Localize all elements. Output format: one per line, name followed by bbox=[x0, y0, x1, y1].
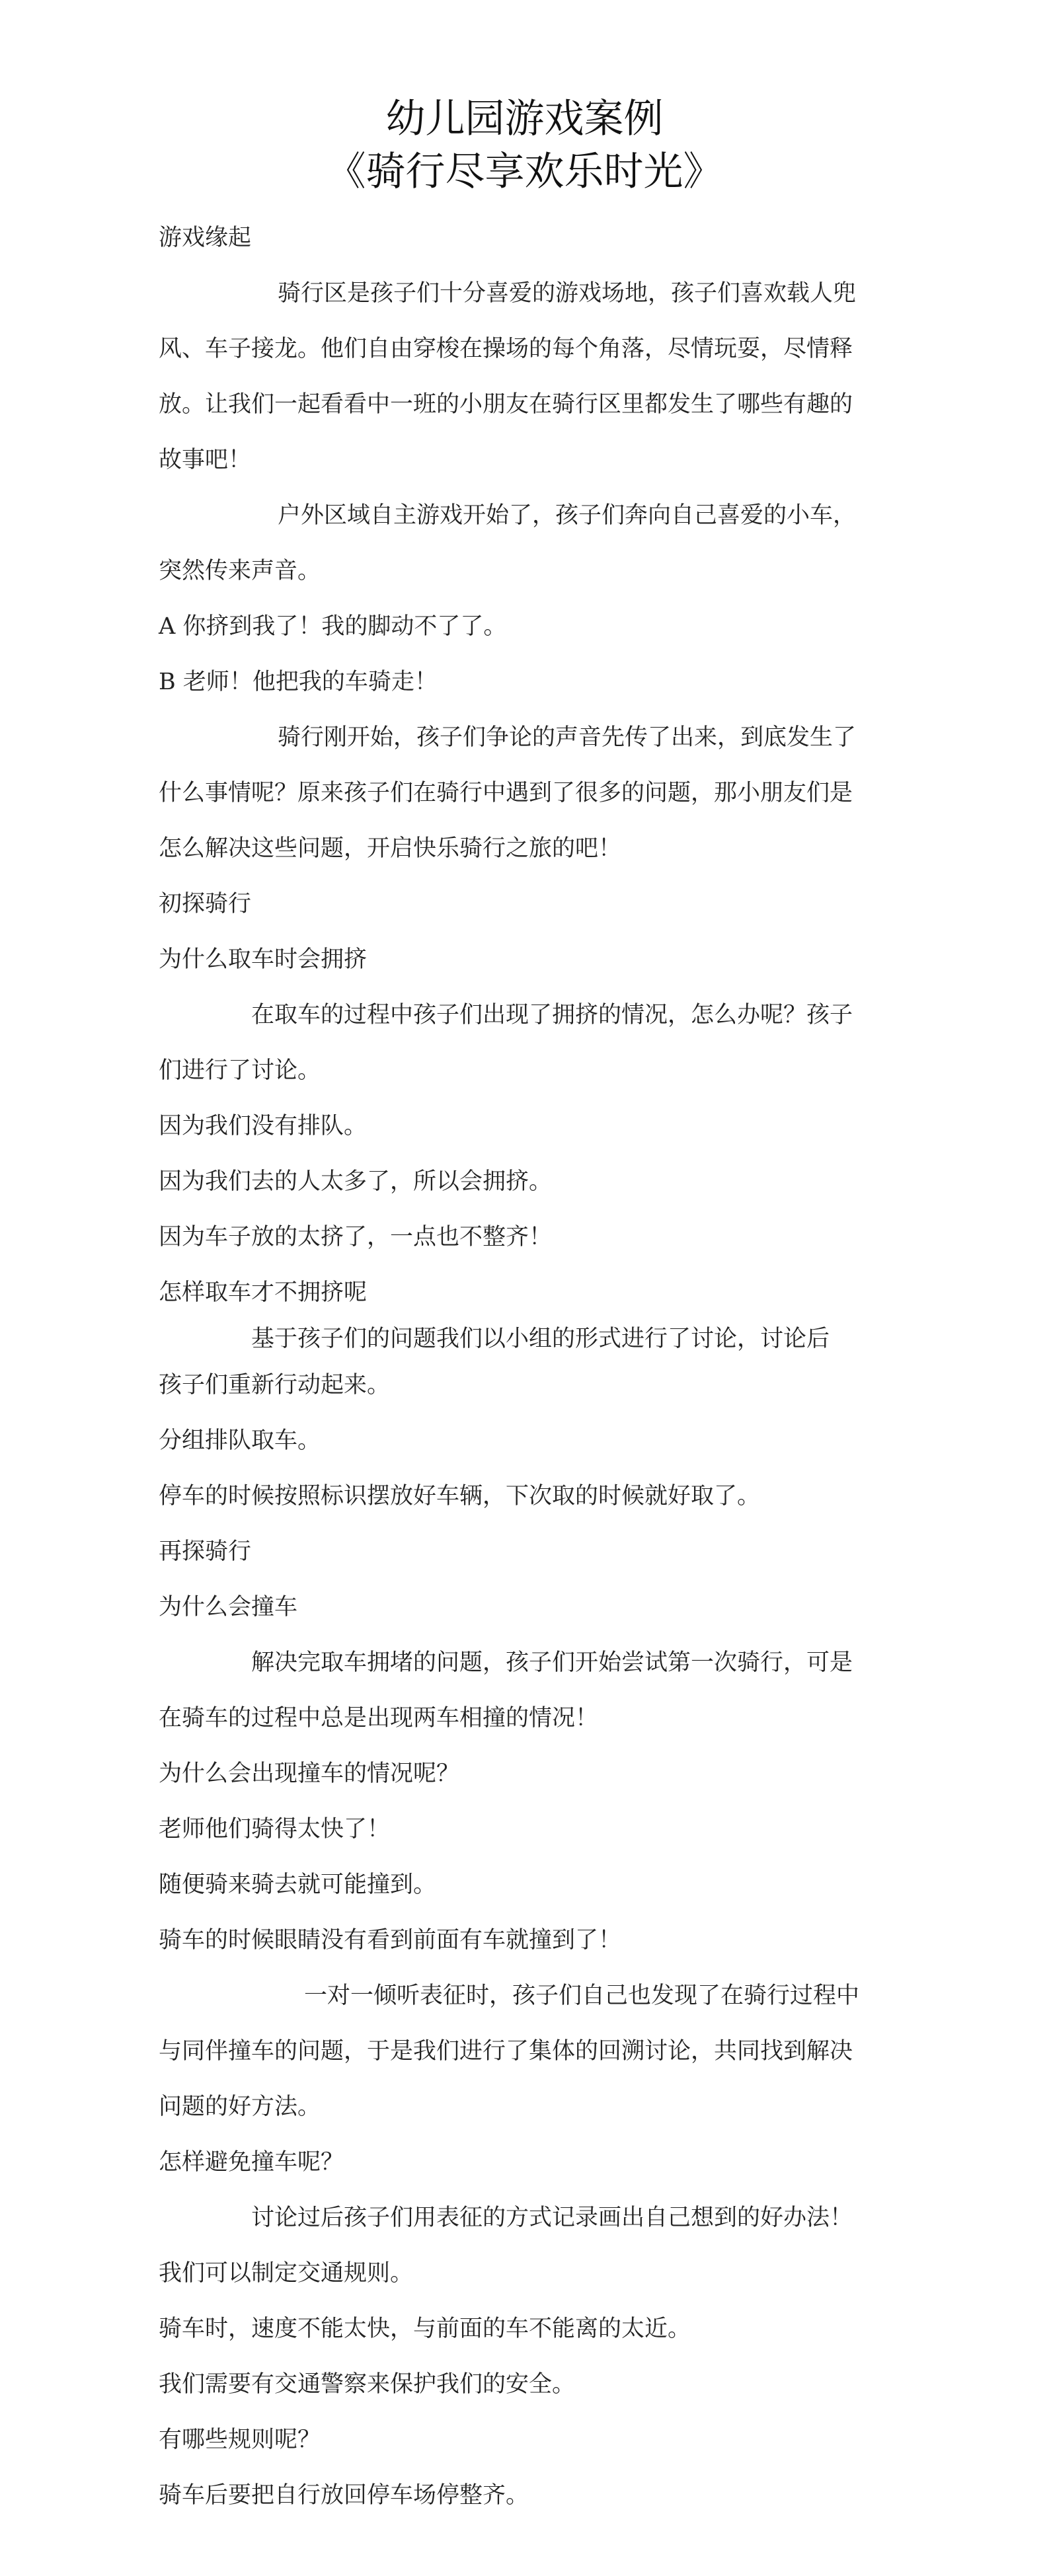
paragraph-line: 故事吧！ bbox=[159, 447, 252, 473]
subsection-heading: 为什么取车时会拥挤 bbox=[159, 946, 368, 973]
list-item: 因为我们没有排队。 bbox=[159, 1113, 368, 1139]
paragraph-line: 一对一倾听表征时，孩子们自己也发现了在骑行过程中 bbox=[304, 1983, 860, 2009]
title-line-2: 《骑行尽享欢乐时光》 bbox=[326, 149, 723, 195]
list-item: 因为我们去的人太多了，所以会拥挤。 bbox=[159, 1168, 553, 1195]
paragraph-line: 问题的好方法。 bbox=[159, 2094, 321, 2120]
list-item: 我们可以制定交通规则。 bbox=[159, 2260, 414, 2287]
paragraph-line: 户外区域自主游戏开始了，孩子们奔向自己喜爱的小车， bbox=[278, 502, 857, 529]
list-item: 我们需要有交通警察来保护我们的安全。 bbox=[159, 2371, 576, 2398]
list-item: 随便骑来骑去就可能撞到。 bbox=[159, 1872, 437, 1898]
subsection-heading: 有哪些规则呢？ bbox=[159, 2427, 321, 2453]
subsection-heading: 怎样避免撞车呢？ bbox=[159, 2149, 344, 2176]
paragraph-line: 什么事情呢？原来孩子们在骑行中遇到了很多的问题，那小朋友们是 bbox=[159, 780, 853, 806]
document-body bbox=[159, 210, 906, 2523]
paragraph-line: 突然传来声音。 bbox=[159, 558, 321, 584]
paragraph-line: 们进行了讨论。 bbox=[159, 1057, 321, 1084]
paragraph-line: 在骑车的过程中总是出现两车相撞的情况！ bbox=[159, 1705, 599, 1731]
list-item: 因为车子放的太挤了，一点也不整齐！ bbox=[159, 1224, 553, 1250]
title-line-1: 幼儿园游戏案例 bbox=[385, 96, 664, 142]
paragraph-line: 与同伴撞车的问题，于是我们进行了集体的回溯讨论，共同找到解决 bbox=[159, 2038, 853, 2065]
section-heading: 再探骑行 bbox=[159, 1538, 252, 1565]
paragraph-line: 在取车的过程中孩子们出现了拥挤的情况，怎么办呢？孩子 bbox=[251, 1002, 853, 1028]
section-heading: 游戏缘起 bbox=[159, 225, 252, 251]
paragraph-line: 解决完取车拥堵的问题，孩子们开始尝试第一次骑行，可是 bbox=[251, 1649, 853, 1676]
subsection-heading: 为什么会撞车 bbox=[159, 1594, 298, 1620]
list-item: 为什么会出现撞车的情况呢？ bbox=[159, 1761, 460, 1787]
paragraph-line: 骑行刚开始，孩子们争论的声音先传了出来，到底发生了 bbox=[278, 724, 857, 751]
dialogue-line: B 老师！他把我的车骑走！ bbox=[159, 669, 438, 695]
subsection-heading: 怎样取车才不拥挤呢 bbox=[159, 1279, 368, 1306]
paragraph-line: 基于孩子们的问题我们以小组的形式进行了讨论，讨论后 bbox=[251, 1326, 830, 1352]
list-item: 老师他们骑得太快了！ bbox=[159, 1816, 391, 1842]
list-item: 骑车后要把自行放回停车场停整齐。 bbox=[159, 2482, 529, 2509]
list-item: 骑车时，速度不能太快，与前面的车不能离的太近。 bbox=[159, 2316, 691, 2342]
paragraph-line: 骑行区是孩子们十分喜爱的游戏场地，孩子们喜欢载人兜 bbox=[278, 280, 857, 307]
paragraph-line: 风、车子接龙。他们自由穿梭在操场的每个角落，尽情玩耍，尽情释 bbox=[159, 336, 853, 362]
dialogue-line: A 你挤到我了！我的脚动不了了。 bbox=[159, 613, 507, 640]
paragraph-line: 孩子们重新行动起来。 bbox=[159, 1372, 391, 1398]
document-title bbox=[0, 93, 1049, 198]
paragraph-line: 放。让我们一起看看中一班的小朋友在骑行区里都发生了哪些有趣的 bbox=[159, 391, 853, 418]
list-item: 骑车的时候眼睛没有看到前面有车就撞到了！ bbox=[159, 1927, 622, 1953]
list-item: 停车的时候按照标识摆放好车辆，下次取的时候就好取了。 bbox=[159, 1483, 761, 1509]
list-item: 分组排队取车。 bbox=[159, 1427, 321, 1454]
section-heading: 初探骑行 bbox=[159, 891, 252, 917]
paragraph-line: 讨论过后孩子们用表征的方式记录画出自己想到的好办法！ bbox=[251, 2205, 853, 2231]
paragraph-line: 怎么解决这些问题，开启快乐骑行之旅的吧！ bbox=[159, 835, 622, 862]
